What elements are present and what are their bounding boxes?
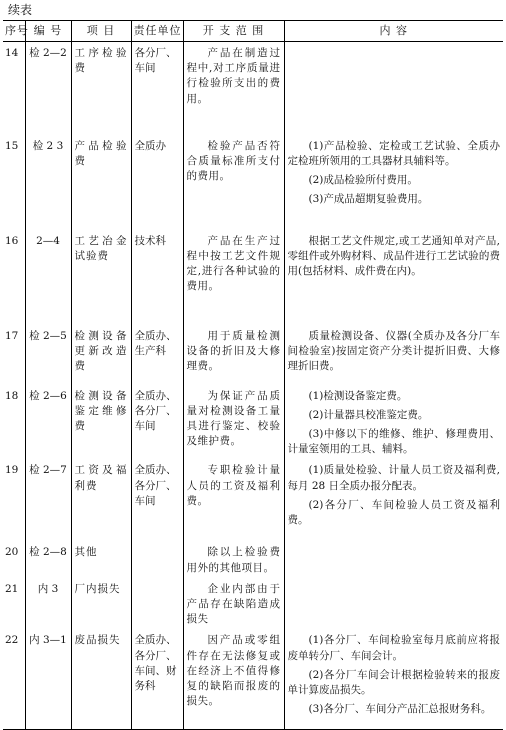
cell-item: 工艺冶金试验费 — [71, 230, 131, 325]
cell-unit — [131, 578, 183, 630]
table-row — [3, 385, 503, 460]
cell-scope: 因产品或零组件存在无法修复或在经济上不值得修复的缺陷而报废的损失。 — [183, 629, 284, 729]
table-row — [3, 629, 503, 729]
content-paragraph: (3)产成品超期复验费用。 — [308, 193, 429, 206]
cell-item: 其他 — [71, 541, 131, 577]
content-paragraph: 质量检测设备、仪器(全质办及各分厂车间检验室)按固定资产分类计提折旧费、大修理折旧费。 — [287, 329, 500, 372]
cell-scope: 为保证产品质量对检测设备工量具进行鉴定、校验及维护费。 — [183, 385, 284, 460]
cell-code: 内 3 — [25, 578, 71, 630]
cell-code: 检 2—7 — [25, 459, 71, 541]
table-row — [3, 325, 503, 385]
cell-seq: 21 — [5, 582, 19, 595]
cell-seq: 14 — [5, 47, 19, 59]
cell-content — [284, 459, 503, 541]
content-paragraph: (2)计量器具校准鉴定费。 — [308, 408, 429, 421]
cell-item: 厂内损失 — [71, 578, 131, 630]
cell-seq: 17 — [5, 329, 19, 342]
header-seq: 序号 — [3, 21, 25, 42]
cell-code: 检 2 3 — [25, 135, 71, 230]
cell-content — [284, 135, 503, 230]
cell-seq: 19 — [5, 464, 19, 477]
cell-unit: 全质办、各分厂、车间 — [131, 385, 183, 460]
cell-content — [284, 230, 503, 325]
content-paragraph: (3)各分厂、车间分产品汇总报财务科。 — [308, 703, 492, 716]
cell-seq: 16 — [5, 234, 19, 247]
expense-table — [3, 20, 503, 730]
cell-content — [284, 629, 503, 729]
cell-item: 工序检验费 — [71, 42, 131, 135]
cell-code: 检 2—5 — [25, 325, 71, 385]
content-paragraph: (1)检测设备鉴定费。 — [308, 389, 408, 402]
header-item: 项 目 — [71, 21, 131, 42]
table-row — [3, 459, 503, 541]
content-paragraph: (1)各分厂、车间检验室每月底前应将报废单转分厂、车间会计。 — [287, 634, 500, 662]
cell-content — [284, 42, 503, 135]
content-paragraph: (2)各分厂、车间检验人员工资及福利费。 — [287, 498, 500, 527]
table-caption: 续表 — [8, 3, 33, 17]
header-code: 编 号 — [25, 21, 71, 42]
content-paragraph: (1)质量处检验、计量人员工资及福利费,每月 28 日全质办报分配表。 — [287, 464, 500, 492]
table-row — [3, 578, 503, 630]
header-content: 内 容 — [284, 21, 503, 42]
table-row — [3, 541, 503, 577]
cell-seq: 18 — [5, 389, 19, 402]
content-paragraph: (1)产品检验、定检或工艺试验、全质办定检班所领用的工具器材具辅料等。 — [287, 139, 500, 167]
cell-scope: 产品在生产过程中按工艺文件规定,进行各种试验的费用。 — [183, 230, 284, 325]
cell-scope: 用于质量检测设备的折旧及大修理费。 — [183, 325, 284, 385]
cell-code: 检 2—2 — [25, 42, 71, 135]
cell-code: 内 3—1 — [25, 629, 71, 729]
cell-code: 检 2—8 — [25, 541, 71, 577]
header-unit: 责任单位 — [131, 21, 183, 42]
cell-scope: 除以上检验费用外的其他项目。 — [183, 541, 284, 577]
cell-item: 产品检验费 — [71, 135, 131, 230]
cell-unit: 全质办、各分厂、车间 — [131, 459, 183, 541]
cell-code: 检 2—6 — [25, 385, 71, 460]
content-paragraph: (3)中修以下的维修、维护、修理费用、计量室领用的工具、辅料。 — [287, 427, 500, 456]
table-header-row — [3, 21, 503, 42]
cell-code: 2—4 — [25, 230, 71, 325]
table-row — [3, 230, 503, 325]
cell-item: 废品损失 — [71, 629, 131, 729]
content-paragraph: (2)成品检验所付费用。 — [308, 173, 418, 186]
cell-item: 检测设备鉴定维修费 — [71, 385, 131, 460]
header-scope: 开 支 范 围 — [183, 21, 284, 42]
cell-item: 工资及福利费 — [71, 459, 131, 541]
cell-seq: 20 — [5, 546, 19, 559]
cell-unit: 技术科 — [131, 230, 183, 325]
cell-content — [284, 578, 503, 630]
cell-seq: 22 — [3, 629, 25, 729]
cell-unit: 各分厂、车间 — [131, 42, 183, 135]
table-row — [3, 42, 503, 135]
cell-scope: 检验产品否符合质量标准所支付的费用。 — [183, 135, 284, 230]
cell-scope: 产品在制造过程中,对工序质量进行检验所支出的费用。 — [183, 42, 284, 135]
cell-unit: 全质办、生产科 — [131, 325, 183, 385]
content-paragraph: 根据工艺文件规定,或工艺通知单对产品,零组件或外购材料、成品件进行工艺试验的费用(包括材料、成件费在内)。 — [287, 234, 500, 277]
cell-item: 检测设备更新改造费 — [71, 325, 131, 385]
cell-content — [284, 541, 503, 577]
cell-unit: 全质办 — [131, 135, 183, 230]
cell-content — [284, 325, 503, 385]
cell-scope: 企业内部由于产品存在缺陷造成损失 — [183, 578, 284, 630]
cell-unit: 全质办、各分厂、车间、财务科 — [131, 629, 183, 729]
cell-scope: 专职检验计量人员的工资及福利费。 — [183, 459, 284, 541]
cell-seq: 15 — [5, 139, 19, 152]
cell-content — [284, 385, 503, 460]
content-paragraph: (2)各分厂车间会计根据检验转来的报废单计算废品损失。 — [287, 668, 500, 697]
table-row — [3, 135, 503, 230]
cell-unit — [131, 541, 183, 577]
